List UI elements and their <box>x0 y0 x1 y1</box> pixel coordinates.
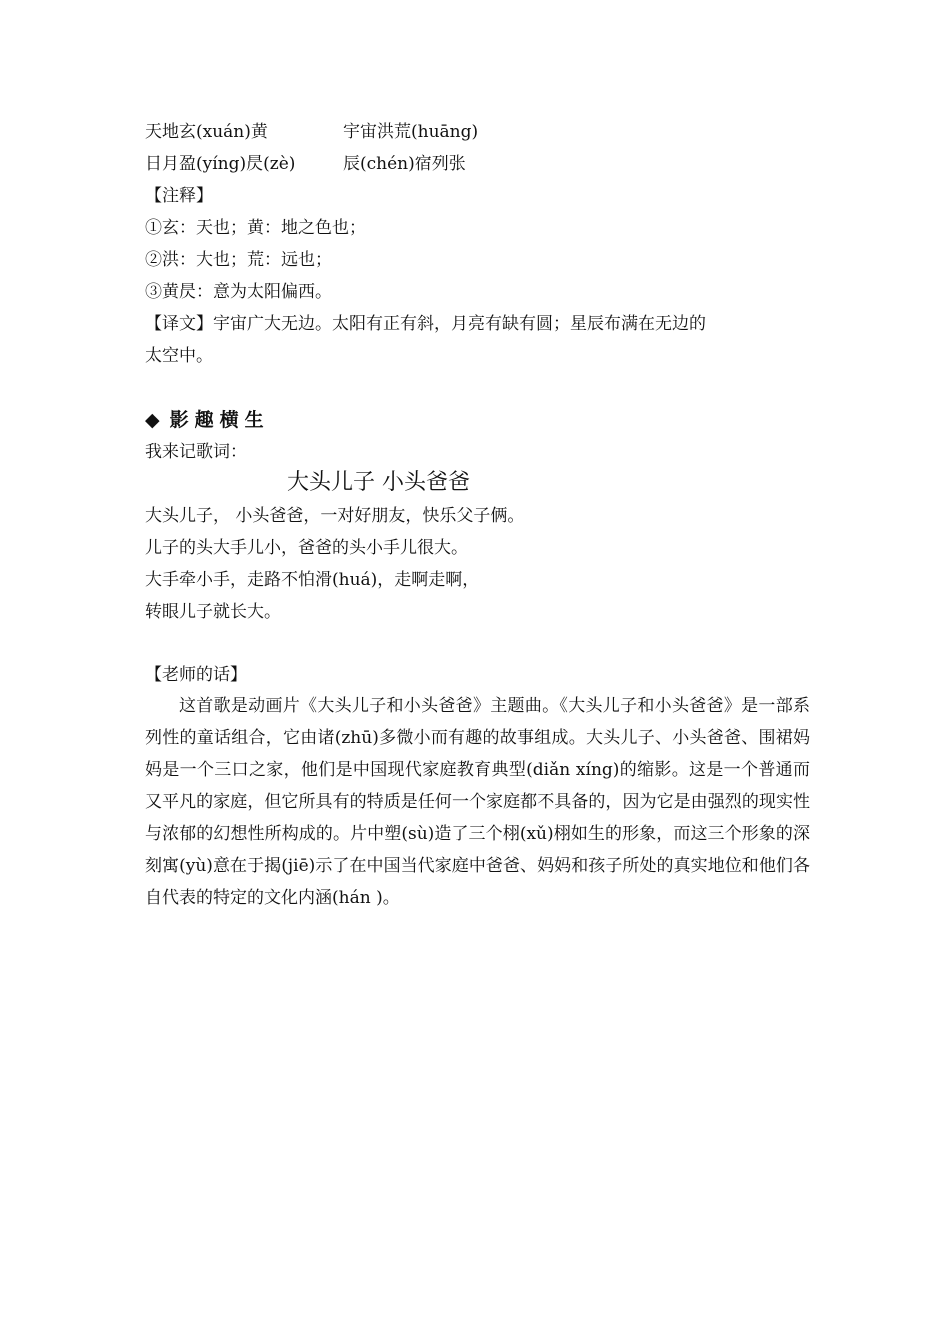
diamond-icon: ◆ <box>145 409 160 431</box>
translation-line-2: 太空中。 <box>145 346 213 366</box>
teacher-label: 【老师的话】 <box>145 665 247 685</box>
notes-label: 【注释】 <box>145 186 213 206</box>
lyrics-intro: 我来记歌词： <box>145 442 247 462</box>
note-item-1: ①玄：天也；黄：地之色也； <box>145 218 366 238</box>
section-title: 影趣横生 <box>169 409 270 431</box>
note-item-3: ③黄昃：意为太阳偏西。 <box>145 282 332 302</box>
section-heading <box>145 405 270 432</box>
lyric-line-1: 大头儿子， 小头爸爸，一对好朋友，快乐父子俩。 <box>145 506 525 526</box>
song-title: 大头儿子 小头爸爸 <box>287 470 470 495</box>
verse-line-2-left: 日月盈(yíng)昃(zè) <box>145 154 296 174</box>
lyric-line-4: 转眼儿子就长大。 <box>145 602 281 622</box>
verse-line-1-right: 宇宙洪荒(huāng) <box>343 122 479 142</box>
note-item-2: ②洪：大也；荒：远也； <box>145 250 332 270</box>
teacher-paragraph: 这首歌是动画片《大头儿子和小头爸爸》主题曲。《大头儿子和小头爸爸》是一部系列性的童话组合，它由诸(zhū)多微小而有趣的故事组成。大头儿子、小头爸爸、围裙妈妈是一个三口之家，他们是中国现代家庭教育典型(diǎn xíng)的缩影。这是一个普通而又平凡的家庭，但它所具有的特质是任何一个家庭都不具备的，因为它是由强烈的现实性与浓郁的幻想性所构成的。片中塑(sù)造了三个栩(xǔ)栩如生的形象，而这三个形象的深刻寓(yù)意在于揭(jiē)示了在中国当代家庭中爸爸、妈妈和孩子所处的真实地位和他们各自代表的特定的文化内涵(hán )。 <box>145 696 810 908</box>
translation-line-1: 【译文】宇宙广大无边。太阳有正有斜，月亮有缺有圆；星辰布满在无边的 <box>145 314 706 334</box>
verse-line-2-right: 辰(chén)宿列张 <box>343 154 466 174</box>
verse-line-1-left: 天地玄(xuán)黄 <box>145 122 268 142</box>
lyric-line-2: 儿子的头大手儿小，爸爸的头小手儿很大。 <box>145 538 468 558</box>
lyric-line-3: 大手牵小手，走路不怕滑(huá)，走啊走啊， <box>145 570 480 590</box>
